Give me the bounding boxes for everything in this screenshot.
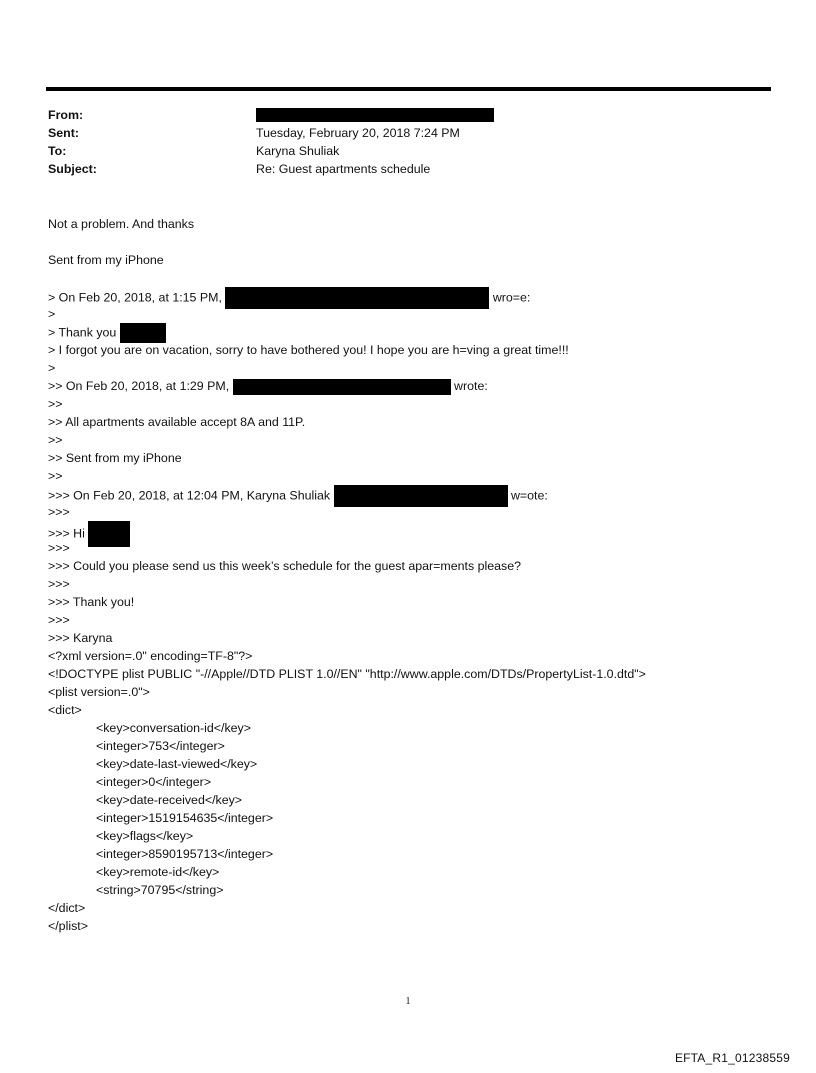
- quote-line: >>: [48, 469, 63, 483]
- subject-value: Re: Guest apartments schedule: [256, 162, 431, 176]
- xml-line: <plist version=.0">: [48, 685, 150, 699]
- header-rule: [46, 87, 771, 91]
- quote-line: >: [48, 361, 56, 375]
- xml-line: </dict>: [48, 901, 86, 915]
- xml-line: <integer>8590195713</integer>: [96, 847, 274, 861]
- quote-line: >>> Thank you!: [48, 595, 135, 609]
- quote-line: >>> On Feb 20, 2018, at 12:04 PM, Karyna Shuliak w=ote:: [48, 485, 548, 503]
- name-redaction: [120, 323, 166, 343]
- subject-label: Subject:: [48, 162, 97, 176]
- xml-line: <integer>1519154635</integer>: [96, 811, 274, 825]
- quote-line: >>>: [48, 541, 70, 555]
- from-redaction: [256, 108, 494, 122]
- quote-line: >>: [48, 433, 63, 447]
- quote-line: > I forgot you are on vacation, sorry to have bothered you! I hope you are h=ving a great time!!!: [48, 343, 569, 357]
- sender-redaction: [233, 379, 451, 395]
- xml-line: </plist>: [48, 919, 88, 933]
- xml-line: <dict>: [48, 703, 82, 717]
- quote-line: >: [48, 307, 56, 321]
- quote-line: >>> Karyna: [48, 631, 113, 645]
- sent-value: Tuesday, February 20, 2018 7:24 PM: [256, 126, 460, 140]
- xml-line: <key>date-last-viewed</key>: [96, 757, 258, 771]
- document-id: EFTA_R1_01238559: [674, 1051, 790, 1065]
- quote-line: >>> Could you please send us this week’s schedule for the guest apar=ments please?: [48, 559, 521, 573]
- body-line: Not a problem. And thanks: [48, 217, 195, 231]
- quote-line: >> All apartments available accept 8A and 11P.: [48, 415, 306, 429]
- quote-line: >> Sent from my iPhone: [48, 451, 182, 465]
- body-line: Sent from my iPhone: [48, 253, 164, 267]
- quote-line: >> On Feb 20, 2018, at 1:29 PM, wrote:: [48, 379, 488, 393]
- email-redaction: [334, 485, 508, 507]
- quote-line: > Thank you: [48, 323, 166, 341]
- xml-line: <?xml version=.0" encoding=TF-8"?>: [48, 649, 253, 663]
- sender-redaction: [225, 287, 489, 309]
- page-number: 1: [405, 996, 411, 1007]
- xml-line: <key>conversation-id</key>: [96, 721, 251, 735]
- quote-line: >>>: [48, 613, 70, 627]
- sent-label: Sent:: [48, 126, 79, 140]
- xml-line: <key>flags</key>: [96, 829, 194, 843]
- quote-line: > On Feb 20, 2018, at 1:15 PM, wro=e:: [48, 287, 530, 305]
- name-redaction: [88, 521, 130, 547]
- quote-line: >>>: [48, 577, 70, 591]
- xml-line: <key>date-received</key>: [96, 793, 243, 807]
- xml-line: <!DOCTYPE plist PUBLIC "-//Apple//DTD PLIST 1.0//EN" "http://www.apple.com/DTDs/PropertyList-1.0.dtd">: [48, 667, 646, 681]
- xml-line: <string>70795</string>: [96, 883, 224, 897]
- to-label: To:: [48, 144, 67, 158]
- quote-line: >>>: [48, 505, 70, 519]
- from-label: From:: [48, 108, 84, 122]
- to-value: Karyna Shuliak: [256, 144, 340, 158]
- quote-line: >>: [48, 397, 63, 411]
- quote-line: >>> Hi: [48, 521, 130, 539]
- xml-line: <integer>753</integer>: [96, 739, 225, 753]
- xml-line: <integer>0</integer>: [96, 775, 212, 789]
- xml-line: <key>remote-id</key>: [96, 865, 220, 879]
